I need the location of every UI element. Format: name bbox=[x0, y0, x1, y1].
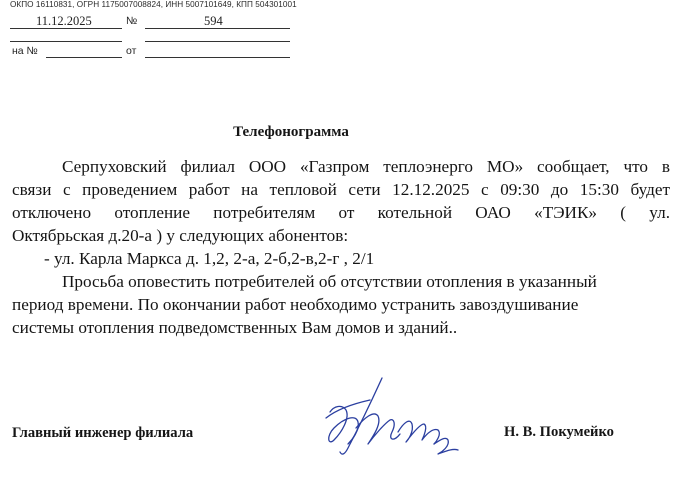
body-line: связи с проведением работ на тепловой сети 12.12.2025 с 09:30 до 15:30 будет bbox=[12, 180, 670, 199]
outgoing-number: 594 bbox=[204, 14, 223, 28]
body-line: Серпуховский филиал ООО «Газпром теплоэнерго МО» сообщает, что в bbox=[62, 157, 670, 176]
body-line: системы отопления подведомственных Вам домов и зданий.. bbox=[12, 318, 458, 337]
document-title: Телефонограмма bbox=[233, 124, 349, 140]
reference-number-line bbox=[46, 57, 122, 58]
number-underline bbox=[145, 28, 290, 29]
signatory-name: Н. В. Покумейко bbox=[504, 424, 614, 440]
blank-line-right bbox=[145, 41, 290, 42]
blank-line-left bbox=[10, 41, 122, 42]
reference-from-label: от bbox=[126, 45, 137, 57]
signatory-position: Главный инженер филиала bbox=[12, 425, 194, 441]
number-label: № bbox=[126, 15, 138, 27]
reference-label: на № bbox=[12, 45, 38, 57]
body-line: Просьба оповестить потребителей об отсутствии отопления в указанный bbox=[62, 272, 597, 291]
body-line: отключено отопление потребителям от котельной ОАО «ТЭИК» ( ул. bbox=[12, 203, 670, 222]
address-list: - ул. Карла Маркса д. 1,2, 2-а, 2-б,2-в,2-г , 2/1 bbox=[44, 249, 375, 268]
body-line: период времени. По окончании работ необходимо устранить завоздушивание bbox=[12, 295, 579, 314]
handwritten-signature bbox=[312, 370, 462, 470]
registration-codes: ОКПО 16110831, ОГРН 1175007008824, ИНН 5007101649, КПП 504301001 bbox=[10, 0, 297, 9]
date-underline bbox=[10, 28, 122, 29]
reference-date-line bbox=[145, 57, 290, 58]
body-line: Октябрьская д.20-а ) у следующих абонентов: bbox=[12, 226, 349, 245]
outgoing-date: 11.12.2025 bbox=[36, 14, 92, 28]
body-text bbox=[12, 155, 670, 339]
